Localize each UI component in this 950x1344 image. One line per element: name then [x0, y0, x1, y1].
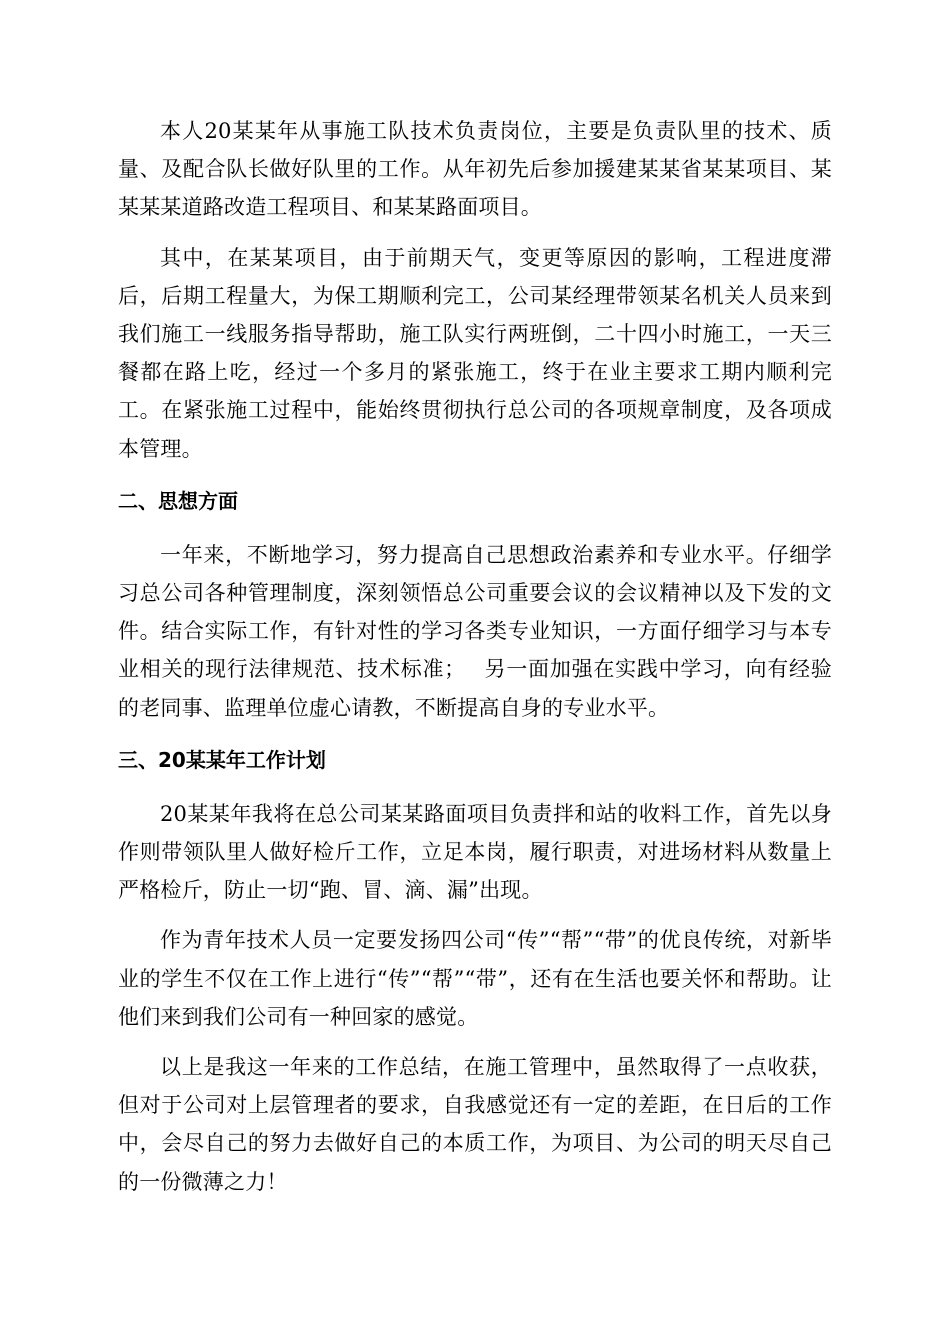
intro-paragraph-1: 本人20某某年从事施工队技术负责岗位，主要是负责队里的技术、质量、及配合队长做好队里的工作。从年初先后参加援建某某省某某项目、某某某某道路改造工程项目、和某某路面项目。 [118, 119, 832, 220]
thought-paragraph: 一年来，不断地学习，努力提高自己思想政治素养和专业水平。仔细学习总公司各种管理制度，深刻领悟总公司重要会议的会议精神以及下发的文件。结合实际工作，有针对性的学习各类专业知识，一方面仔细学习与本专业相关的现行法律规范、技术标准； 另一面加强在实践中学习，向有经验的老同事、监理单位虚心请教，不断提高自身的专业水平。 [118, 542, 832, 720]
work-plan-paragraph-2: 作为青年技术人员一定要发扬四公司“传”“帮”“带”的优良传统，对新毕业的学生不仅在工作上进行“传”“帮”“带”，还有在生活也要关怀和帮助。让他们来到我们公司有一种回家的感觉。 [118, 928, 832, 1029]
intro-paragraph-2: 其中，在某某项目，由于前期天气，变更等原因的影响，工程进度滞后，后期工程量大，为保工期顺利完工，公司某经理带领某名机关人员来到我们施工一线服务指导帮助，施工队实行两班倒，二十四小时施工，一天三餐都在路上吃，经过一个多月的紧张施工，终于在业主要求工期内顺利完工。在紧张施工过程中，能始终贯彻执行总公司的各项规章制度，及各项成本管理。 [118, 245, 832, 461]
work-plan-paragraph-1: 20某某年我将在总公司某某路面项目负责拌和站的收料工作，首先以身作则带领队里人做好检斤工作，立足本岗，履行职责，对进场材料从数量上严格检斤，防止一切“跑、冒、滴、漏”出现。 [118, 801, 832, 903]
closing-paragraph: 以上是我这一年来的工作总结，在施工管理中，虽然取得了一点收获，但对于公司对上层管理者的要求，自我感觉还有一定的差距，在日后的工作中，会尽自己的努力去做好自己的本质工作，为项目、为公司的明天尽自己的一份微薄之力！ [118, 1055, 832, 1194]
section-heading-thought: 二、思想方面 [118, 488, 238, 513]
document-body [118, 112, 832, 1213]
section-heading-work-plan: 三、20某某年工作计划 [118, 747, 326, 772]
